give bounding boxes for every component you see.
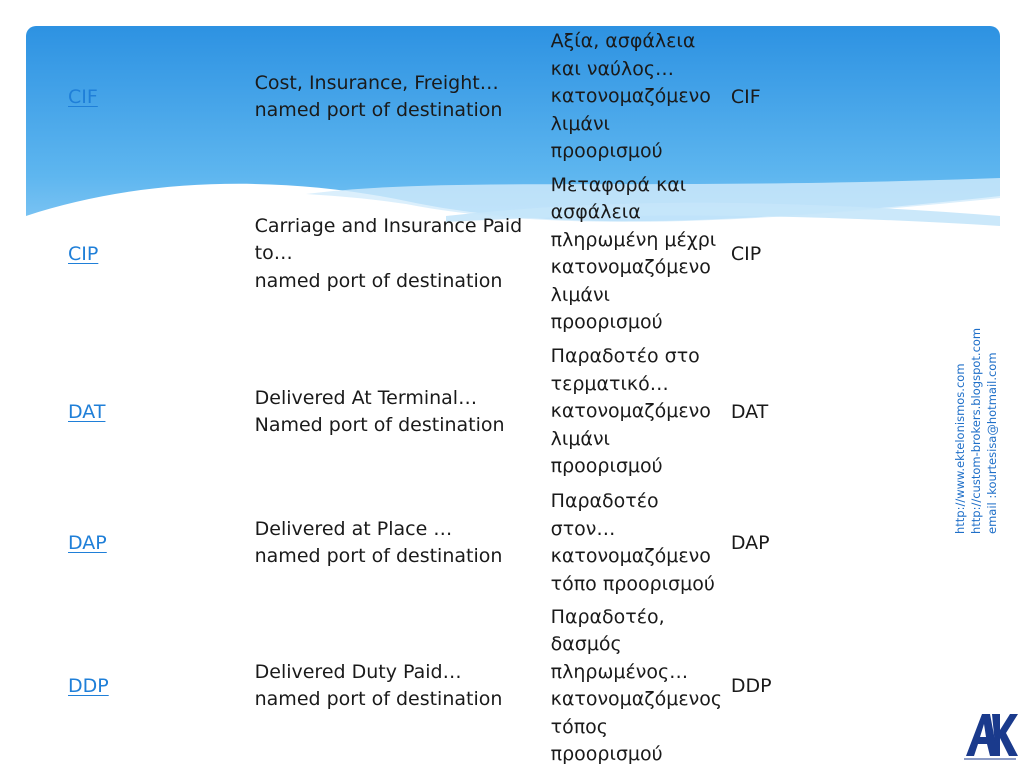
english-description: Delivered at Place … named port of destination [254, 517, 503, 567]
website-link[interactable]: http://www.ektelonismos.com [953, 363, 967, 534]
greek-description: Μεταφορά και ασφάλεια πληρωμένη μέχρι κατονομαζόμενο λιμάνι προορισμού [550, 173, 717, 333]
table-row [26, 168, 786, 340]
term-abbreviation: DDP [730, 675, 772, 697]
ak-logo-icon [962, 706, 1018, 762]
greek-description: Παραδοτέο στον… κατονομαζόμενο τόπο προορισμού [550, 490, 715, 595]
contact-info-vertical [952, 328, 1000, 534]
term-code-link[interactable]: DAT [68, 401, 106, 423]
english-description: Carriage and Insurance Paid to… named port of destination [254, 214, 523, 292]
greek-description: Αξία, ασφάλεια και ναύλος… κατονομαζόμενο λιμάνι προορισμού [550, 30, 711, 163]
table-row [26, 484, 786, 602]
term-code-link[interactable]: DDP [68, 675, 109, 697]
table-row [26, 340, 786, 484]
greek-description: Παραδοτέο στο τερματικό… κατονομαζόμενο λιμάνι προορισμού [550, 345, 711, 478]
term-abbreviation: DAP [730, 532, 770, 554]
term-abbreviation: DAT [730, 401, 769, 423]
blog-link[interactable]: http://custom-brokers.blogspot.com [969, 327, 983, 534]
english-description: Cost, Insurance, Freight… named port of destination [254, 71, 503, 121]
email-text[interactable]: email :kourtesisa@hotmail.com [985, 352, 999, 534]
english-description: Delivered At Terminal… Named port of destination [254, 386, 505, 436]
term-abbreviation: CIF [730, 86, 761, 108]
term-abbreviation: CIP [730, 243, 762, 265]
table-row [26, 26, 786, 168]
term-code-link[interactable]: CIP [68, 243, 99, 265]
term-code-link[interactable]: DAP [68, 532, 107, 554]
term-code-link[interactable]: CIF [68, 86, 98, 108]
english-description: Delivered Duty Paid… named port of destination [254, 660, 503, 710]
incoterms-table [26, 26, 786, 770]
table-row [26, 602, 786, 770]
greek-description: Παραδοτέο, δασμός πληρωμένος… κατονομαζόμενος τόπος προορισμού [550, 605, 722, 765]
